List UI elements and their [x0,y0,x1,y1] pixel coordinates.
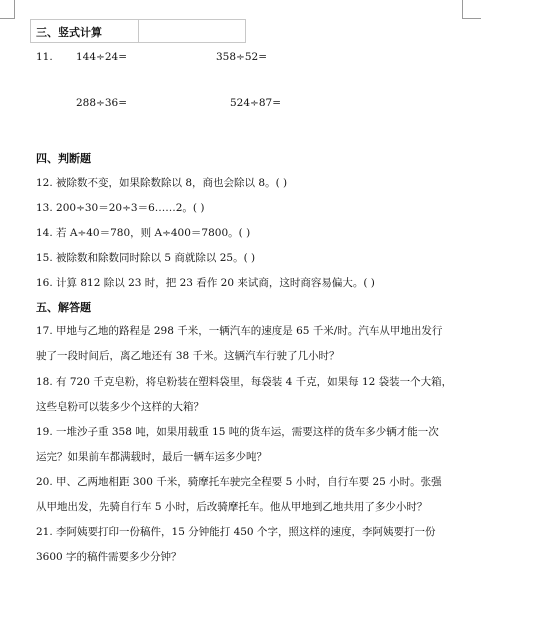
question-19-line-1: 19. 一堆沙子重 358 吨，如果用载重 15 吨的货车运，需要这样的货车多少辆才能一次 [36,426,439,438]
section-3-title: 三、竖式计算 [36,26,102,39]
crop-mark-top-left [0,0,15,19]
question-15: 15. 被除数和除数同时除以 5 商就除以 25。( ) [36,252,256,264]
question-21-line-1: 21. 李阿姨要打印一份稿件，15 分钟能打 450 个字，照这样的速度，李阿姨要打一份 [36,526,436,538]
q11-number: 11. [36,51,53,63]
question-19-line-2: 运完？如果前车都满载时，最后一辆车运多少吨？ [36,451,267,463]
question-12: 12. 被除数不变，如果除数除以 8，商也会除以 8。( ) [36,177,288,189]
question-18-line-2: 这些皂粉可以装多少个这样的大箱？ [36,401,204,413]
question-17-line-2: 驶了一段时间后，离乙地还有 38 千米。这辆汽车行驶了几小时？ [36,350,340,362]
question-18-line-1: 18. 有 720 千克皂粉，将皂粉装在塑料袋里，每袋装 4 千克，如果每 12 袋装一个大箱， [36,376,453,388]
q11-problem-d: 524÷87= [230,97,281,109]
q11-problem-a: 144÷24= [76,51,127,63]
q11-problem-b: 358÷52= [216,51,267,63]
q11-problem-c: 288÷36= [76,97,127,109]
section-5-title: 五、解答题 [36,301,91,314]
question-14: 14. 若 A÷40＝780，则 A÷400＝7800。( ) [36,227,251,239]
crop-mark-top-right [462,0,481,19]
question-16: 16. 计算 812 除以 23 时，把 23 看作 20 来试商，这时商容易偏大。( ) [36,277,375,289]
question-20-line-1: 20. 甲、乙两地相距 300 千米，骑摩托车驶完全程要 5 小时，自行车要 25 小时。张强 [36,476,442,488]
question-13: 13. 200÷30＝20÷3＝6……2。( ) [36,202,205,214]
question-20-line-2: 从甲地出发，先骑自行车 5 小时，后改骑摩托车。他从甲地到乙地共用了多少小时？ [36,501,428,513]
box-divider [138,20,139,42]
question-17-line-1: 17. 甲地与乙地的路程是 298 千米，一辆汽车的速度是 65 千米/时。汽车从甲地出发行 [36,325,443,337]
question-21-line-2: 3600 字的稿件需要多少分钟？ [36,551,182,563]
section-4-title: 四、判断题 [36,152,91,165]
